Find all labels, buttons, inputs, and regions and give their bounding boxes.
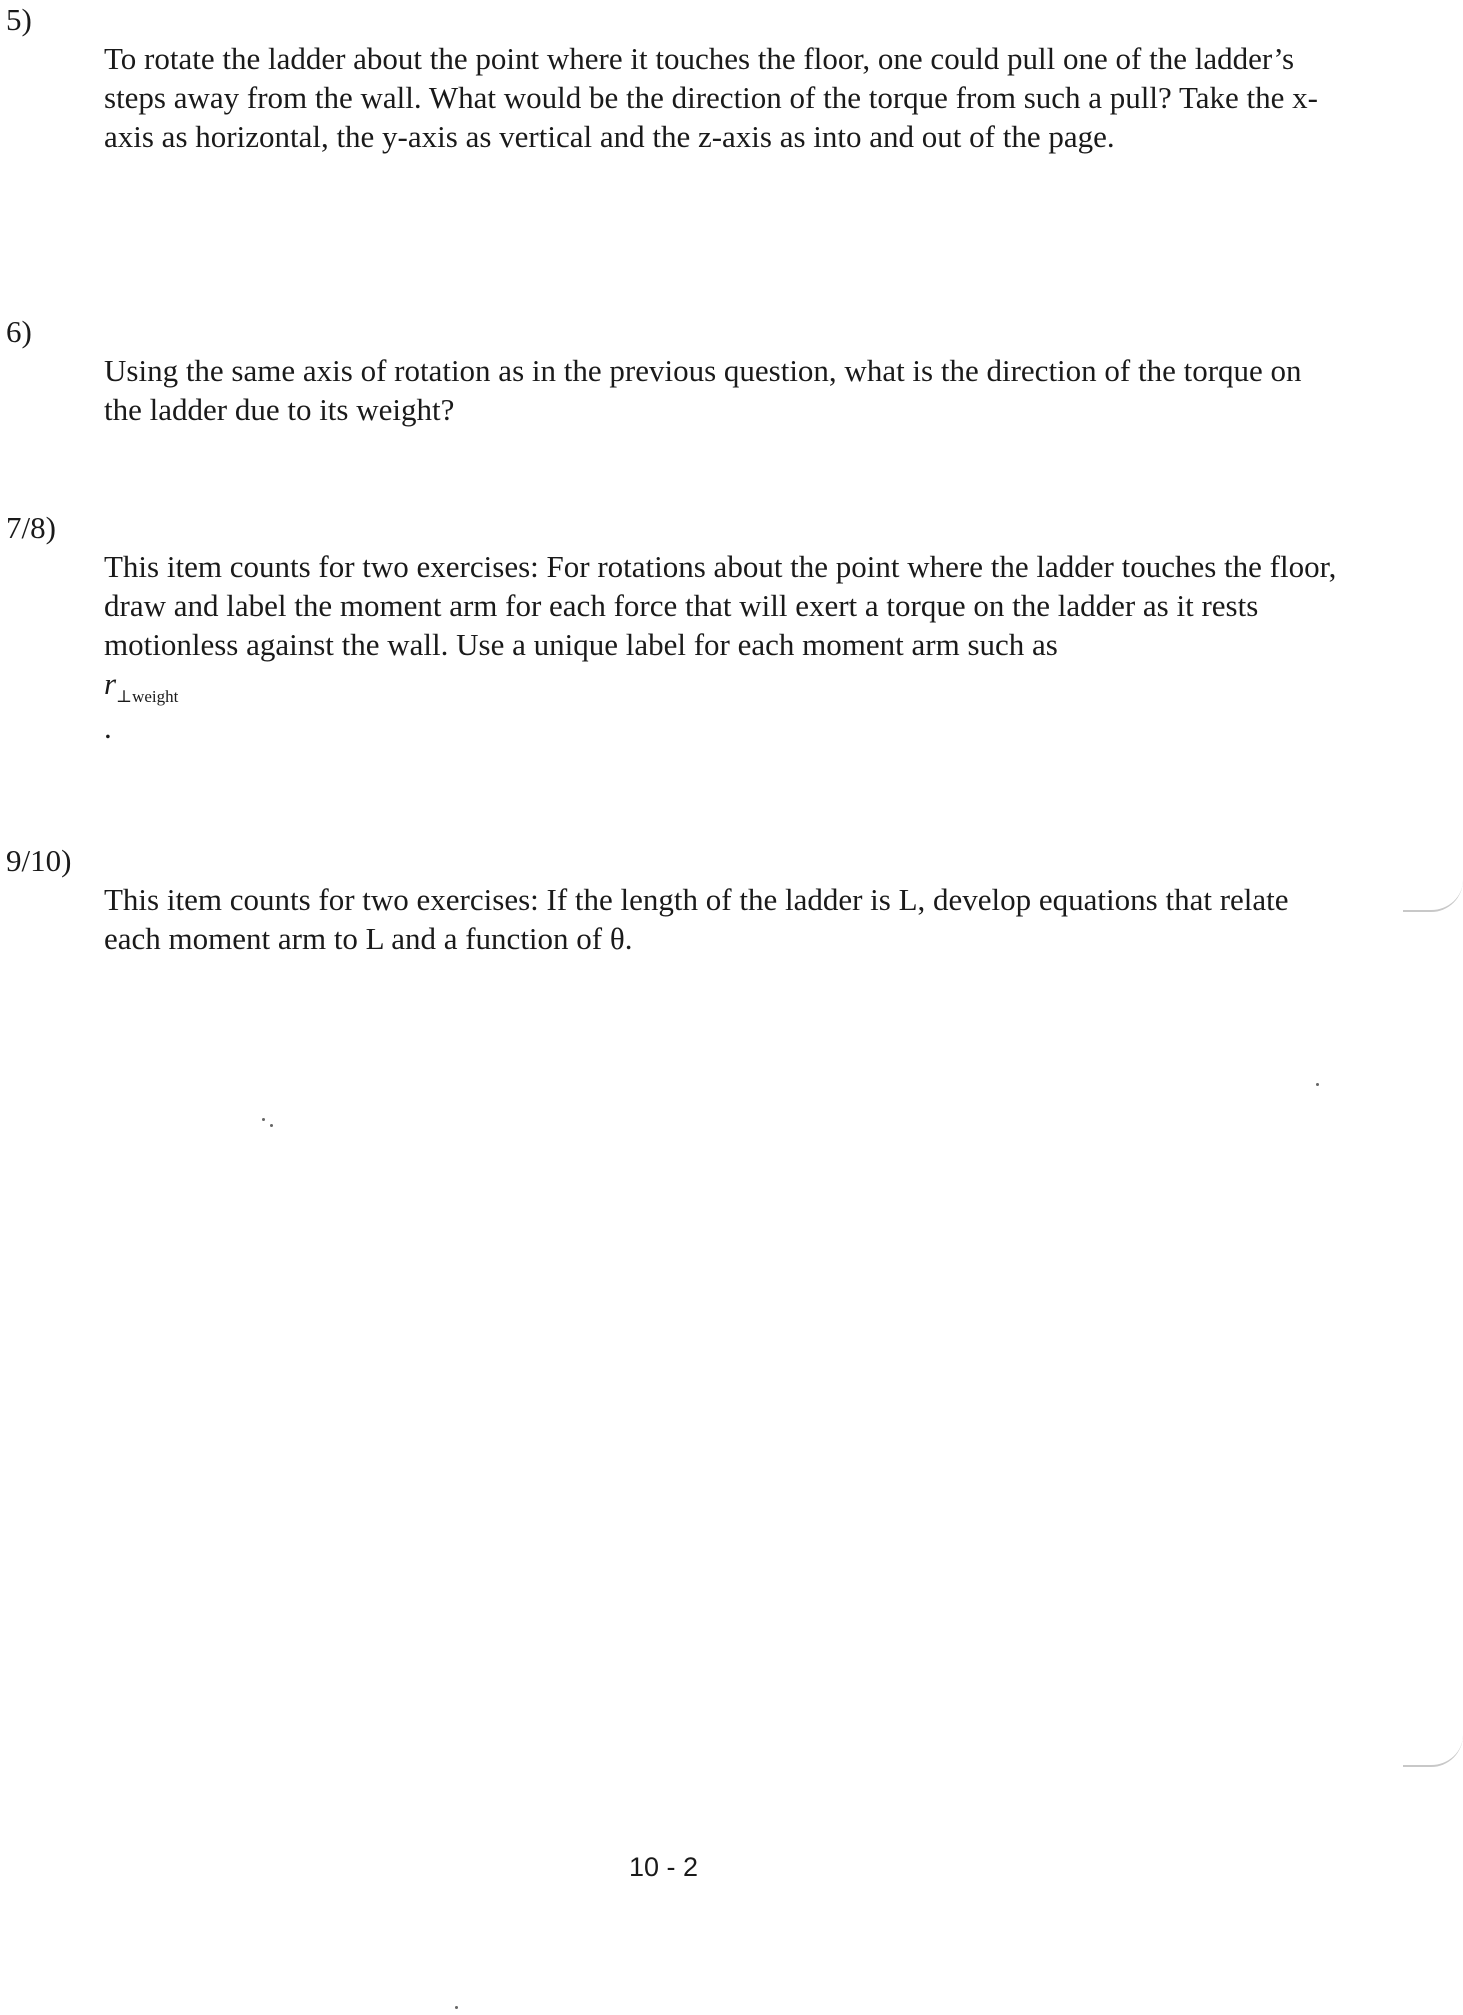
page-number-text: 10 - 2 xyxy=(628,1852,699,1882)
question-9-10-text: This item counts for two exercises: If the length of the ladder is L, develop equations that relate each moment arm to L and a function of θ. xyxy=(104,882,1289,956)
binder-hole-mark xyxy=(1403,1735,1463,1767)
question-text xyxy=(104,0,1344,156)
question-text xyxy=(104,841,1344,958)
question-number: 9/10) xyxy=(6,843,72,878)
moment-arm-symbol: r xyxy=(104,666,117,701)
question-7-8-text: This item counts for two exercises: For rotations about the point where the ladder touches the floor, draw and label the moment arm for each force that will exert a torque on the ladder as it rests motionless against the wall. Use a unique label for each moment arm such as xyxy=(104,549,1337,662)
scan-speck xyxy=(455,2006,458,2009)
moment-arm-subscript: ⊥weight xyxy=(116,687,179,706)
question-number: 6) xyxy=(6,314,32,349)
question-text xyxy=(104,312,1344,429)
scan-speck xyxy=(1316,1083,1319,1086)
question-number: 7/8) xyxy=(6,510,56,545)
scan-speck xyxy=(262,1118,265,1121)
binder-hole-mark xyxy=(1403,880,1463,912)
scan-speck xyxy=(270,1124,273,1127)
page-number xyxy=(0,1852,1463,1883)
question-number: 5) xyxy=(6,2,32,37)
question-text xyxy=(104,508,1344,747)
sentence-end: . xyxy=(104,710,112,745)
question-5-text: To rotate the ladder about the point where it touches the floor, one could pull one of the ladder’s steps away from the wall. What would be the direction of the torque from such a pull? Take the x-axis as horizontal, the y-axis as vertical and the z-axis as into and out of the page. xyxy=(104,41,1318,154)
question-6-text: Using the same axis of rotation as in the previous question, what is the direction of the torque on the ladder due to its weight? xyxy=(104,353,1302,427)
